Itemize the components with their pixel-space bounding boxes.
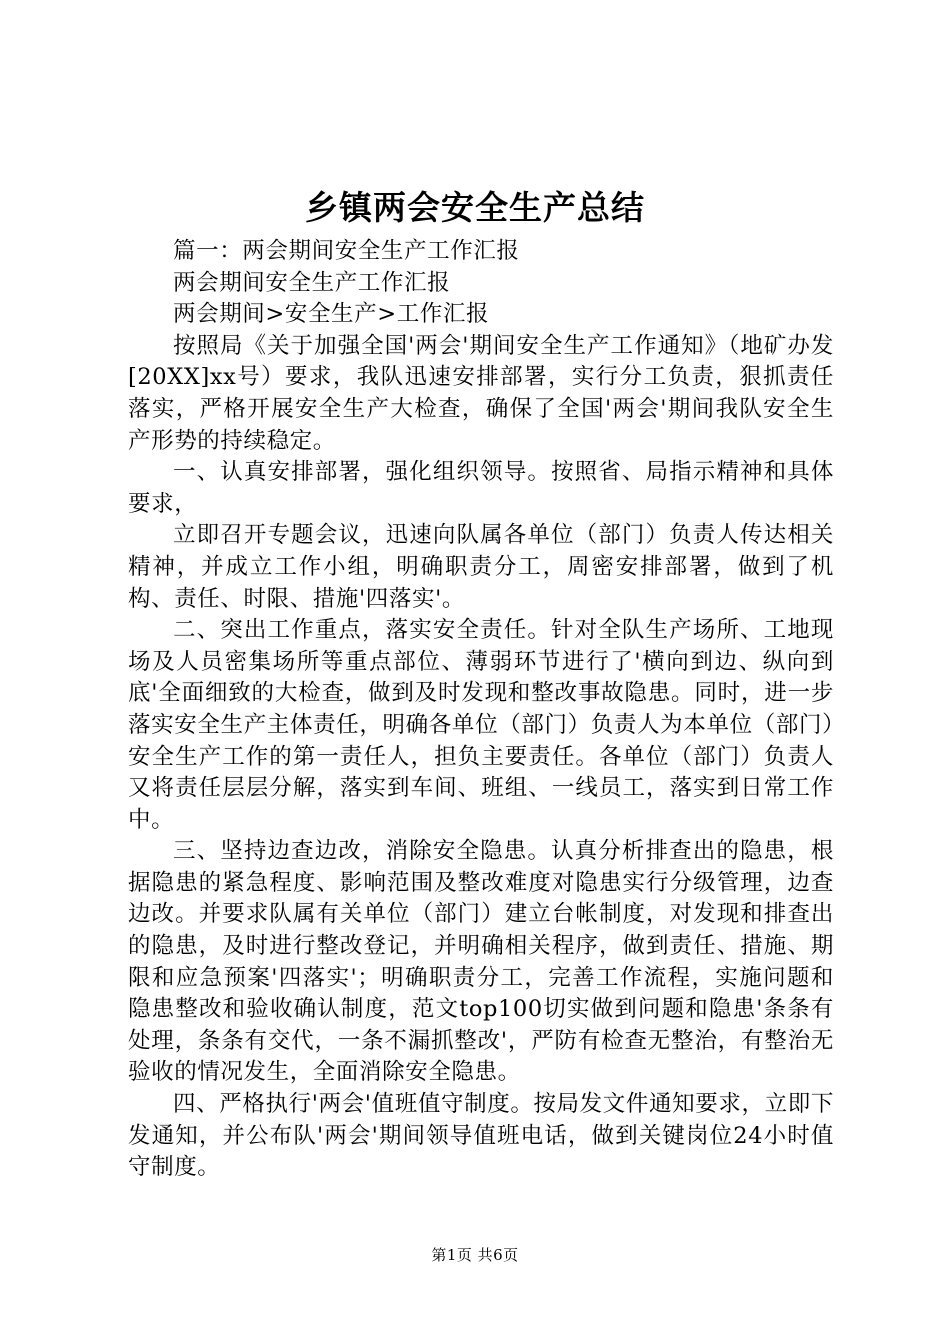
document-body <box>128 236 834 1184</box>
paragraph: 按照局《关于加强全国'两会'期间安全生产工作通知》（地矿办发[20XX]xx号）要求，我队迅速安排部署，实行分工负责，狠抓责任落实，严格开展安全生产大检查，确保了全国'两会'期间我队安全生产形势的持续稳定。 <box>128 332 834 454</box>
paragraph: 两会期间>安全生产>工作汇报 <box>173 301 490 328</box>
paragraph: 两会期间安全生产工作汇报 <box>173 269 451 296</box>
paragraph: 篇一：两会期间安全生产工作汇报 <box>173 238 520 264</box>
paragraph: 一、认真安排部署，强化组织领导。按照省、局指示精神和具体要求， <box>128 459 834 517</box>
paragraph: 立即召开专题会议，迅速向队属各单位（部门）负责人传达相关精神，并成立工作小组，明确职责分工，周密安排部署，做到了机构、责任、时限、措施'四落实'。 <box>128 522 834 612</box>
paragraph: 三、坚持边查边改，消除安全隐患。认真分析排查出的隐患，根据隐患的紧急程度、影响范围及整改难度对隐患实行分级管理，边查边改。并要求队属有关单位（部门）建立台帐制度，对发现和排查出的隐患，及时进行整改登记，并明确相关程序，做到责任、措施、期限和应急预案'四落实'；明确职责分工，完善工作流程，实施问题和隐患整改和验收确认制度，范文top100切实做到问题和隐患'条条有处理，条条有交代，一条不漏抓整改'，严防有检查无整治，有整治无验收的情况发生，全面消除安全隐患。 <box>128 838 834 1086</box>
paragraph: 二、突出工作重点，落实安全责任。针对全队生产场所、工地现场及人员密集场所等重点部位、薄弱环节进行了'横向到边、纵向到底'全面细致的大检查，做到及时发现和整改事故隐患。同时，进一步落实安全生产主体责任，明确各单位（部门）负责人为本单位（部门）安全生产工作的第一责任人，担负主要责任。各单位（部门）负责人又将责任层层分解，落实到车间、班组、一线员工，落实到日常工作中。 <box>128 617 834 833</box>
paragraph: 四、严格执行'两会'值班值守制度。按局发文件通知要求，立即下发通知，并公布队'两会'期间领导值班电话，做到关键岗位24小时值守制度。 <box>128 1091 834 1181</box>
page-number-footer: 第1页 共6页 <box>431 1246 519 1264</box>
document-title: 乡镇两会安全生产总结 <box>305 188 645 227</box>
